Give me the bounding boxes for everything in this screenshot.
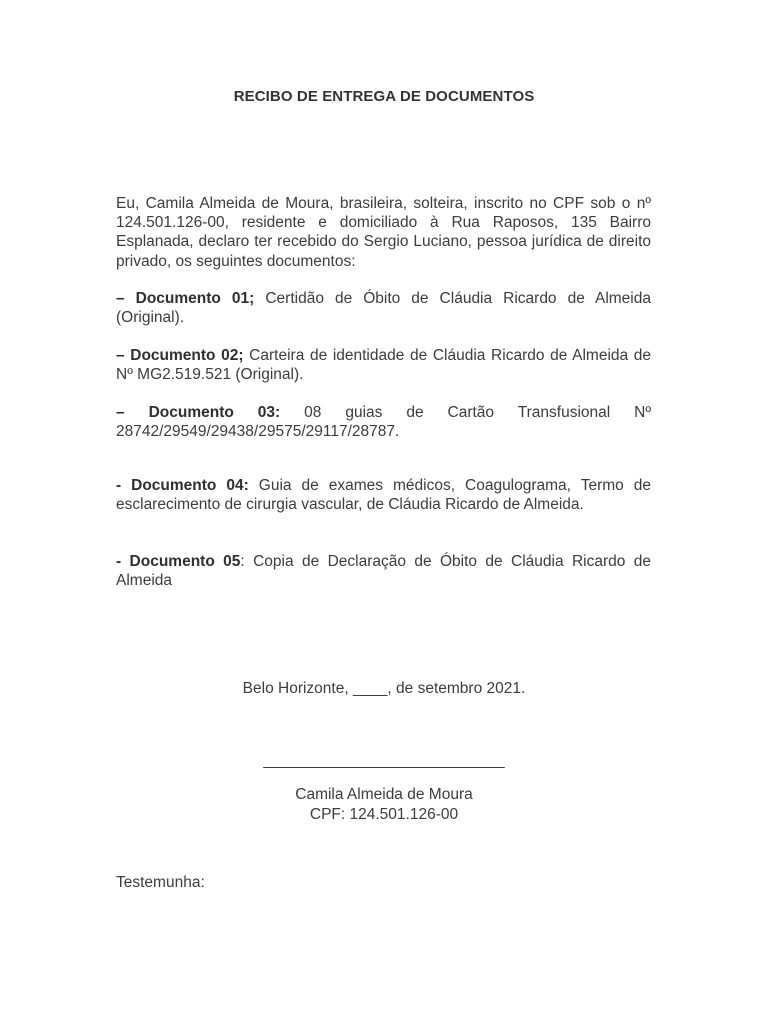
document-item-03: [116, 403, 651, 441]
document-description: Certidão de Óbito de Cláudia Ricardo de Almeida (Original).: [116, 290, 651, 327]
document-description: Carteira de identidade de Cláudia Ricardo de Almeida de Nº MG2.519.521 (Original).: [116, 347, 651, 384]
intro-paragraph: Eu, Camila Almeida de Moura, brasileira, solteira, inscrito no CPF sob o nº 124.501.126-00, residente e domiciliado à Rua Raposos, 135 Bairro Esplanada, declaro ter recebido do Sergio Luciano, pessoa jurídica de direito privado, os seguintes documentos:: [116, 195, 651, 270]
document-description: Guia de exames médicos, Coagulograma, Termo de esclarecimento de cirurgia vascular, de Cláudia Ricardo de Almeida.: [116, 477, 651, 514]
witness-label: Testemunha:: [116, 874, 205, 891]
signer-name: Camila Almeida de Moura: [295, 786, 473, 803]
document-title: RECIBO DE ENTREGA DE DOCUMENTOS: [233, 88, 535, 105]
document-item-05: [116, 552, 651, 590]
signer-cpf: CPF: 124.501.126-00: [309, 806, 459, 823]
document-label: – Documento 03:: [116, 404, 281, 421]
document-description: : Copia de Declaração de Óbito de Cláudia Ricardo de Almeida: [116, 553, 652, 590]
document-label: – Documento 01;: [116, 290, 255, 307]
document-item-01: [116, 289, 651, 327]
document-item-02: [116, 346, 651, 384]
date-line: Belo Horizonte, ____, de setembro 2021.: [242, 680, 526, 697]
document-label: – Documento 02;: [116, 347, 244, 364]
signature-line: ____________________________: [263, 752, 505, 769]
document-description: 08 guias de Cartão Transfusional Nº 28742/29549/29438/29575/29117/28787.: [116, 404, 651, 441]
document-label: - Documento 04:: [116, 477, 249, 494]
document-label: - Documento 05: [116, 553, 241, 570]
document-item-04: [116, 476, 651, 514]
